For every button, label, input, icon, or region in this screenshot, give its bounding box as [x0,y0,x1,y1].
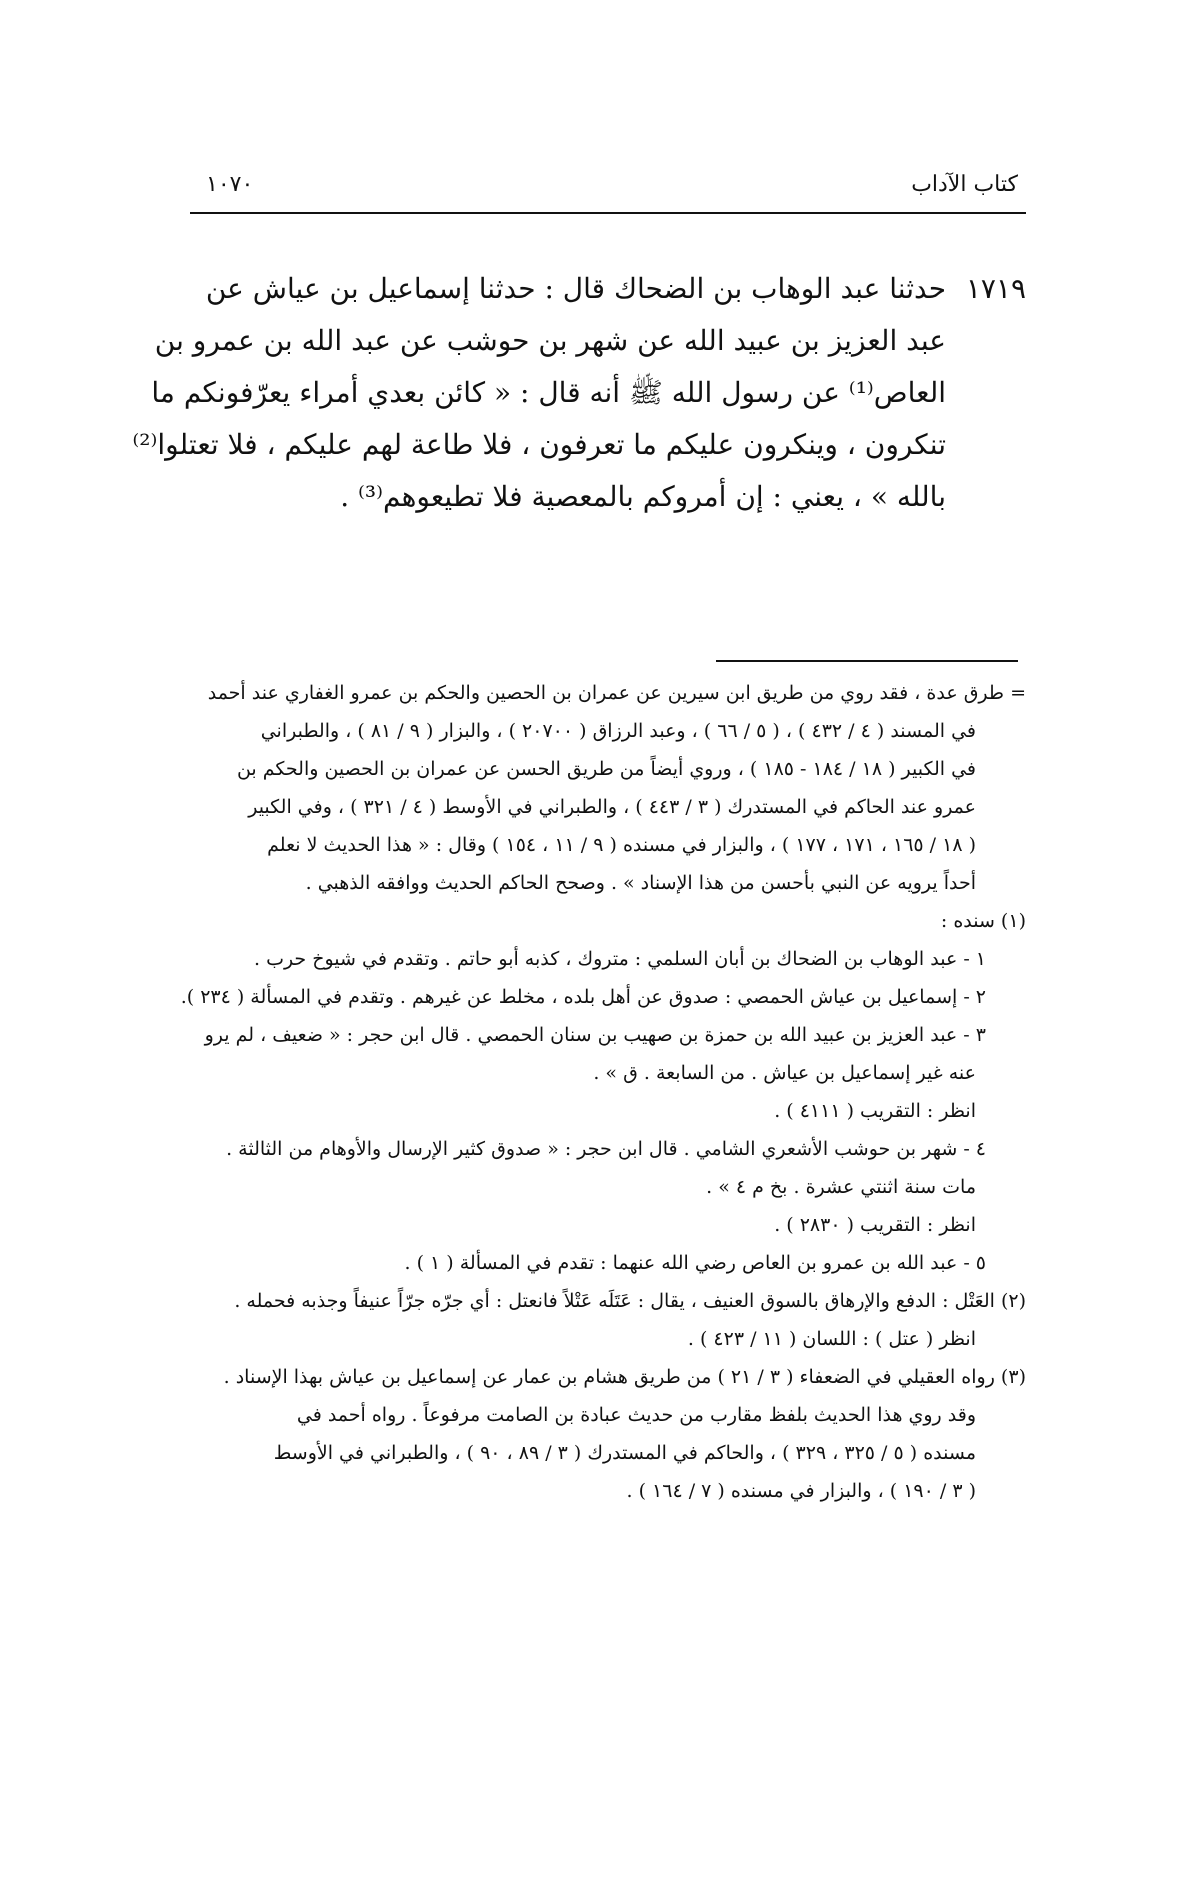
footnote-line: = طرق عدة ، فقد روي من طريق ابن سيرين عن عمران بن الحصين والحكم بن عمرو الغفاري عند أحمد [207,682,1026,704]
running-header [190,168,1026,214]
footnote-line: مسنده ( ٥ / ٣٢٥ ، ٣٢٩ ) ، والحاكم في المستدرك ( ٣ / ٨٩ ، ٩٠ ) ، والطبراني في الأوسط [273,1442,976,1464]
footnote-line: (٣) رواه العقيلي في الضعفاء ( ٣ / ٢١ ) من طريق هشام بن عمار عن إسماعيل بن عياش بهذا الإسناد . [223,1366,1026,1388]
footnote-line: ٢ - إسماعيل بن عياش الحمصي : صدوق عن أهل بلده ، مخلط عن غيرهم . وتقدم في المسألة ( ٢٣٤ ). [180,986,986,1008]
hadith-text [132,270,1026,530]
hadith-line: بالله » ، يعني : إن أمروكم بالمعصية فلا تطيعوهم⁽³⁾ . [340,480,946,513]
footnote-line: عمرو عند الحاكم في المستدرك ( ٣ / ٤٤٣ ) ، والطبراني في الأوسط ( ٤ / ٣٢١ ) ، وفي الكبير [248,796,976,818]
footnote-line: انظر : التقريب ( ٤١١١ ) . [774,1100,976,1122]
footnote-line: في المسند ( ٤ / ٤٣٢ ) ، ( ٥ / ٦٦ ) ، وعبد الرزاق ( ٢٠٧٠٠ ) ، والبزار ( ٩ / ٨١ ) ، والطبراني [260,720,976,742]
hadith-line: العاص⁽¹⁾ عن رسول الله ﷺ أنه قال : « كائن بعدي أمراء يعرّفونكم ما [151,376,946,409]
page-number: ١٠٧٠ [206,172,254,197]
footnote-line: ٥ - عبد الله بن عمرو بن العاص رضي الله عنهما : تقدم في المسألة ( ١ ) . [404,1252,986,1274]
footnote-line: في الكبير ( ١٨ / ١٨٤ - ١٨٥ ) ، وروي أيضاً من طريق الحسن عن عمران بن الحصين والحكم بن [236,758,976,780]
hadith-line: ١٧١٩حدثنا عبد الوهاب بن الضحاك قال : حدثنا إسماعيل بن عياش عن [190,270,1026,322]
footnote-line: مات سنة اثنتي عشرة . بخ م ٤ » . [706,1176,976,1198]
book-title: كتاب الآداب [911,172,1018,197]
footnote-line: (٢) العَتْل : الدفع والإرهاق بالسوق العنيف ، يقال : عَتَلَه عَتْلاً فانعتل : أي جرّه جرّاً عنيفاً وجذبه فحمله . [234,1290,1026,1312]
hadith-line: عبد العزيز بن عبيد الله عن شهر بن حوشب عن عبد الله بن عمرو بن [154,324,946,357]
footnote-line: أحداً يرويه عن النبي بأحسن من هذا الإسناد » . وصحح الحاكم الحديث ووافقه الذهبي . [305,872,976,894]
footnote-line: ( ٣ / ١٩٠ ) ، والبزار في مسنده ( ٧ / ١٦٤ ) . [626,1480,976,1502]
footnote-line: ١ - عبد الوهاب بن الضحاك بن أبان السلمي : متروك ، كذبه أبو حاتم . وتقدم في شيوخ حرب . [253,948,986,970]
hadith-number: ١٧١٩ [965,272,1026,305]
footnote-line: انظر ( عتل ) : اللسان ( ١١ / ٤٢٣ ) . [687,1328,976,1350]
footnotes [180,680,1026,1516]
footnote-line: ٣ - عبد العزيز بن عبيد الله بن حمزة بن صهيب بن سنان الحمصي . قال ابن حجر : « ضعيف ، لم يرو [204,1024,986,1046]
footnote-line: وقد روي هذا الحديث بلفظ مقارب من حديث عبادة بن الصامت مرفوعاً . رواه أحمد في [296,1404,976,1426]
footnote-separator [716,660,1018,662]
footnote-line: ( ١٨ / ١٦٥ ، ١٧١ ، ١٧٧ ) ، والبزار في مسنده ( ٩ / ١١ ، ١٥٤ ) وقال : « هذا الحديث لا نعلم [267,834,976,856]
footnote-line: عنه غير إسماعيل بن عياش . من السابعة . ق » . [593,1062,976,1084]
footnote-line: انظر : التقريب ( ٢٨٣٠ ) . [774,1214,976,1236]
hadith-line: تنكرون ، وينكرون عليكم ما تعرفون ، فلا طاعة لهم عليكم ، فلا تعتلوا⁽²⁾ [132,428,946,461]
footnote-line: (١) سنده : [940,910,1026,932]
footnote-line: ٤ - شهر بن حوشب الأشعري الشامي . قال ابن حجر : « صدوق كثير الإرسال والأوهام من الثالثة . [226,1138,986,1160]
